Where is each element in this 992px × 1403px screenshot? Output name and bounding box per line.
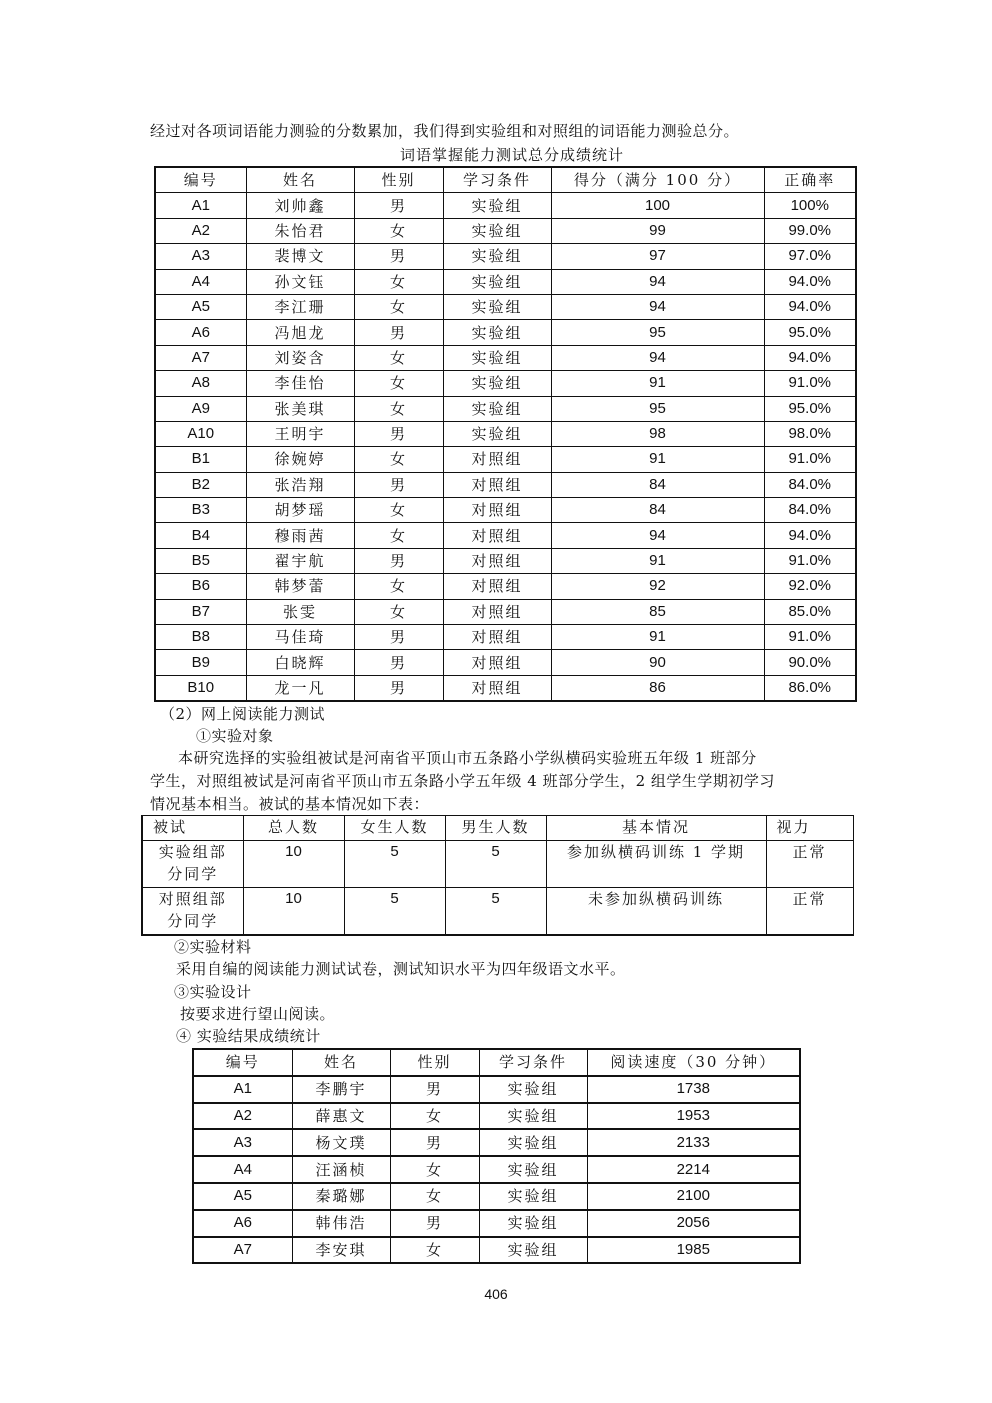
table-cell: 2214 <box>587 1156 800 1183</box>
column-header: 性别 <box>354 167 443 193</box>
table-cell: 女 <box>354 371 443 396</box>
table-cell: 实验组 <box>479 1076 587 1103</box>
section2-para-line-2: 学生，对照组被试是河南省平顶山市五条路小学五年级 4 班部分学生，2 组学生学期初学习 <box>150 772 775 790</box>
table-cell: 对照组 <box>443 447 551 472</box>
table-cell: 91.0% <box>764 371 856 396</box>
table-row <box>193 1183 800 1210</box>
table-cell: 女 <box>390 1183 479 1210</box>
table-cell: 对照组 <box>443 599 551 624</box>
table-cell: 对照组 <box>443 472 551 497</box>
table-cell: 女 <box>390 1237 479 1264</box>
table-row <box>155 244 856 269</box>
table-cell: 84.0% <box>764 498 856 523</box>
column-header: 姓名 <box>292 1049 390 1076</box>
table-cell: 男 <box>354 675 443 701</box>
table-cell: 女 <box>354 218 443 243</box>
section2-para-line-3: 情况基本相当。被试的基本情况如下表： <box>150 795 430 813</box>
table-row <box>155 625 856 650</box>
table-row <box>155 371 856 396</box>
table-cell: 91.0% <box>764 447 856 472</box>
table-row <box>155 345 856 370</box>
table-cell: 95 <box>551 320 764 345</box>
column-header: 得分（满分 100 分） <box>551 167 764 193</box>
table-cell: 张浩翔 <box>246 472 354 497</box>
table-cell: 胡梦瑶 <box>246 498 354 523</box>
table-cell: 李江珊 <box>246 294 354 319</box>
table-cell: 2100 <box>587 1183 800 1210</box>
table-cell: 裴博文 <box>246 244 354 269</box>
table-row <box>155 193 856 218</box>
table-cell: 穆雨茜 <box>246 523 354 548</box>
column-header: 女生人数 <box>344 816 445 841</box>
table-cell: 85.0% <box>764 599 856 624</box>
table-cell: 实验组 <box>443 396 551 421</box>
table-cell: A7 <box>193 1237 292 1264</box>
table-row <box>155 574 856 599</box>
table-cell: 徐婉婷 <box>246 447 354 472</box>
table-row <box>193 1103 800 1130</box>
column-header: 姓名 <box>246 167 354 193</box>
table-cell: 95 <box>551 396 764 421</box>
table-cell: 女 <box>354 498 443 523</box>
table-cell: 女 <box>390 1103 479 1130</box>
table-cell: 女 <box>390 1156 479 1183</box>
table-row <box>155 421 856 446</box>
header-row <box>193 1049 800 1076</box>
page-number: 406 <box>484 1286 508 1302</box>
table-cell: 91.0% <box>764 548 856 573</box>
table-cell: 男 <box>354 193 443 218</box>
table-cell: 女 <box>354 447 443 472</box>
column-header: 被试 <box>142 816 243 841</box>
table-cell: 正常 <box>766 888 853 936</box>
table-cell: 孙文钰 <box>246 269 354 294</box>
table-cell: 97.0% <box>764 244 856 269</box>
table-cell: 刘姿含 <box>246 345 354 370</box>
table-cell: 汪涵桢 <box>292 1156 390 1183</box>
table-cell: 杨文璞 <box>292 1129 390 1156</box>
section2-para-line-1: 本研究选择的实验组被试是河南省平顶山市五条路小学纵横码实验班五年级 1 班部分 <box>178 749 757 767</box>
table-cell: 实验组 <box>443 269 551 294</box>
section3-sub4: ④ 实验结果成绩统计 <box>176 1027 321 1045</box>
table-cell: 94 <box>551 523 764 548</box>
table-cell: 实验组 <box>443 244 551 269</box>
section3-sub3-text: 按要求进行望山阅读。 <box>180 1005 336 1023</box>
table-cell: 94.0% <box>764 345 856 370</box>
table-cell: 100 <box>551 193 764 218</box>
table-cell: 男 <box>354 625 443 650</box>
section2-heading: （2）网上阅读能力测试 <box>160 705 326 723</box>
table-row <box>193 1129 800 1156</box>
table-cell: B8 <box>155 625 246 650</box>
table-cell: 98 <box>551 421 764 446</box>
table-cell: A6 <box>155 320 246 345</box>
header-row <box>142 816 853 841</box>
table-cell: 对照组 <box>443 548 551 573</box>
column-header: 性别 <box>390 1049 479 1076</box>
table-row <box>193 1210 800 1237</box>
table-cell: 张雯 <box>246 599 354 624</box>
table-cell: A2 <box>193 1103 292 1130</box>
table-cell: 韩伟浩 <box>292 1210 390 1237</box>
table-cell: 10 <box>243 888 344 936</box>
table-cell: 91 <box>551 447 764 472</box>
table-cell: 参加纵横码训练 1 学期 <box>546 841 766 888</box>
table-cell: B7 <box>155 599 246 624</box>
table-cell: B3 <box>155 498 246 523</box>
table-cell: 正常 <box>766 841 853 888</box>
table-cell: 5 <box>344 888 445 936</box>
table-cell: A4 <box>155 269 246 294</box>
table-cell: 98.0% <box>764 421 856 446</box>
intro-sentence: 经过对各项词语能力测验的分数累加，我们得到实验组和对照组的词语能力测验总分。 <box>150 122 740 140</box>
table-cell: 对照组 <box>443 625 551 650</box>
table-cell: 2133 <box>587 1129 800 1156</box>
column-header: 男生人数 <box>445 816 546 841</box>
table-cell: A1 <box>193 1076 292 1103</box>
table-cell: 84.0% <box>764 472 856 497</box>
table-cell: A5 <box>155 294 246 319</box>
table-cell: 张美琪 <box>246 396 354 421</box>
column-header: 基本情况 <box>546 816 766 841</box>
table-cell: 95.0% <box>764 320 856 345</box>
table-cell: 1985 <box>587 1237 800 1264</box>
table-cell: 女 <box>354 599 443 624</box>
table-row <box>155 294 856 319</box>
table-cell: 李佳怡 <box>246 371 354 396</box>
column-header: 视力 <box>766 816 853 841</box>
table-cell: A3 <box>155 244 246 269</box>
table-cell: 实验组 <box>479 1237 587 1264</box>
table-cell: B6 <box>155 574 246 599</box>
table-cell: 实验组 <box>443 345 551 370</box>
table-cell: A7 <box>155 345 246 370</box>
subjects-info-table <box>141 815 854 936</box>
table-cell: 冯旭龙 <box>246 320 354 345</box>
table-cell: 朱怡君 <box>246 218 354 243</box>
table-cell: 90.0% <box>764 650 856 675</box>
column-header: 编号 <box>193 1049 292 1076</box>
table-cell: 86.0% <box>764 675 856 701</box>
table-cell: 92.0% <box>764 574 856 599</box>
table-cell: 男 <box>354 244 443 269</box>
vocabulary-score-table <box>154 166 857 702</box>
table-cell: 91 <box>551 548 764 573</box>
table-cell: 男 <box>354 472 443 497</box>
table-cell: 对照组 <box>443 498 551 523</box>
table-cell: 实验组 <box>443 371 551 396</box>
table-cell: 90 <box>551 650 764 675</box>
table-cell: 女 <box>354 294 443 319</box>
table-cell: 李鹏宇 <box>292 1076 390 1103</box>
table-row <box>155 548 856 573</box>
table-cell: 5 <box>445 841 546 888</box>
table-cell: B1 <box>155 447 246 472</box>
table-cell: 97 <box>551 244 764 269</box>
table-cell: 84 <box>551 472 764 497</box>
table-cell: 男 <box>354 320 443 345</box>
table-cell: 实验组部 分同学 <box>142 841 243 888</box>
table-cell: 实验组 <box>479 1183 587 1210</box>
table-cell: 白晓辉 <box>246 650 354 675</box>
header-row <box>155 167 856 193</box>
table-cell: A6 <box>193 1210 292 1237</box>
table-cell: 实验组 <box>479 1210 587 1237</box>
section2-sub1: ①实验对象 <box>196 727 274 745</box>
table-cell: 对照组部 分同学 <box>142 888 243 936</box>
table-row <box>155 599 856 624</box>
table-row <box>155 218 856 243</box>
table-cell: 薛惠文 <box>292 1103 390 1130</box>
table-cell: 94.0% <box>764 523 856 548</box>
table-cell: 实验组 <box>479 1103 587 1130</box>
table-cell: 男 <box>390 1076 479 1103</box>
table-cell: 女 <box>354 574 443 599</box>
table-cell: 对照组 <box>443 650 551 675</box>
table-cell: 99.0% <box>764 218 856 243</box>
table-cell: 84 <box>551 498 764 523</box>
table-cell: B5 <box>155 548 246 573</box>
table-row <box>193 1237 800 1264</box>
table-cell: 女 <box>354 523 443 548</box>
table-cell: 5 <box>344 841 445 888</box>
table-cell: 龙一凡 <box>246 675 354 701</box>
table-cell: B4 <box>155 523 246 548</box>
table-cell: 94 <box>551 269 764 294</box>
table-cell: 实验组 <box>443 294 551 319</box>
table-row <box>155 269 856 294</box>
table-row <box>155 498 856 523</box>
table-cell: 男 <box>354 421 443 446</box>
table-cell: 男 <box>390 1210 479 1237</box>
section3-sub3: ③实验设计 <box>174 983 252 1001</box>
table-cell: 10 <box>243 841 344 888</box>
table-row <box>193 1076 800 1103</box>
table-cell: 2056 <box>587 1210 800 1237</box>
table1-title: 词语掌握能力测试总分成绩统计 <box>400 146 625 164</box>
table-cell: 91 <box>551 625 764 650</box>
column-header: 总人数 <box>243 816 344 841</box>
table-cell: A3 <box>193 1129 292 1156</box>
reading-speed-table <box>192 1048 801 1264</box>
table-cell: 91.0% <box>764 625 856 650</box>
table-cell: 女 <box>354 269 443 294</box>
column-header: 学习条件 <box>443 167 551 193</box>
table-cell: B2 <box>155 472 246 497</box>
table-cell: B9 <box>155 650 246 675</box>
table-cell: 94 <box>551 294 764 319</box>
table-cell: 实验组 <box>443 320 551 345</box>
table-cell: 对照组 <box>443 523 551 548</box>
table-cell: 95.0% <box>764 396 856 421</box>
table-cell: 1953 <box>587 1103 800 1130</box>
table-cell: 实验组 <box>479 1156 587 1183</box>
table-cell: 翟宇航 <box>246 548 354 573</box>
section3-sub2-text: 采用自编的阅读能力测试试卷，测试知识水平为四年级语文水平。 <box>176 960 626 978</box>
table-cell: A8 <box>155 371 246 396</box>
table-cell: A2 <box>155 218 246 243</box>
table-cell: 王明宇 <box>246 421 354 446</box>
table-cell: 94 <box>551 345 764 370</box>
table-cell: 李安琪 <box>292 1237 390 1264</box>
table-row <box>155 675 856 701</box>
table-cell: 马佳琦 <box>246 625 354 650</box>
table-cell: 男 <box>354 650 443 675</box>
table-row <box>142 841 853 888</box>
table-row <box>142 888 853 936</box>
table-cell: 85 <box>551 599 764 624</box>
table-cell: 实验组 <box>479 1129 587 1156</box>
table-cell: 92 <box>551 574 764 599</box>
table-cell: A5 <box>193 1183 292 1210</box>
table-cell: 女 <box>354 396 443 421</box>
table-cell: 实验组 <box>443 193 551 218</box>
table-cell: 男 <box>354 548 443 573</box>
table-cell: 94.0% <box>764 294 856 319</box>
table-cell: 未参加纵横码训练 <box>546 888 766 936</box>
table-cell: A10 <box>155 421 246 446</box>
table-cell: 100% <box>764 193 856 218</box>
table-cell: 实验组 <box>443 218 551 243</box>
table-cell: 99 <box>551 218 764 243</box>
column-header: 阅读速度（30 分钟） <box>587 1049 800 1076</box>
table-row <box>155 396 856 421</box>
table-row <box>155 320 856 345</box>
table-cell: B10 <box>155 675 246 701</box>
table-cell: 86 <box>551 675 764 701</box>
table-cell: 实验组 <box>443 421 551 446</box>
column-header: 编号 <box>155 167 246 193</box>
table-cell: 94.0% <box>764 269 856 294</box>
table-cell: 女 <box>354 345 443 370</box>
table-cell: 91 <box>551 371 764 396</box>
table-cell: A9 <box>155 396 246 421</box>
table-cell: A4 <box>193 1156 292 1183</box>
table-row <box>155 472 856 497</box>
table-cell: 秦璐娜 <box>292 1183 390 1210</box>
table-cell: 对照组 <box>443 675 551 701</box>
table-cell: 5 <box>445 888 546 936</box>
table-row <box>155 523 856 548</box>
column-header: 正确率 <box>764 167 856 193</box>
table-cell: 男 <box>390 1129 479 1156</box>
table-cell: 对照组 <box>443 574 551 599</box>
table-row <box>155 650 856 675</box>
table-row <box>155 447 856 472</box>
table-cell: 刘帅鑫 <box>246 193 354 218</box>
table-cell: A1 <box>155 193 246 218</box>
table-cell: 1738 <box>587 1076 800 1103</box>
table-cell: 韩梦蕾 <box>246 574 354 599</box>
section3-sub2: ②实验材料 <box>174 938 252 956</box>
table-row <box>193 1156 800 1183</box>
column-header: 学习条件 <box>479 1049 587 1076</box>
